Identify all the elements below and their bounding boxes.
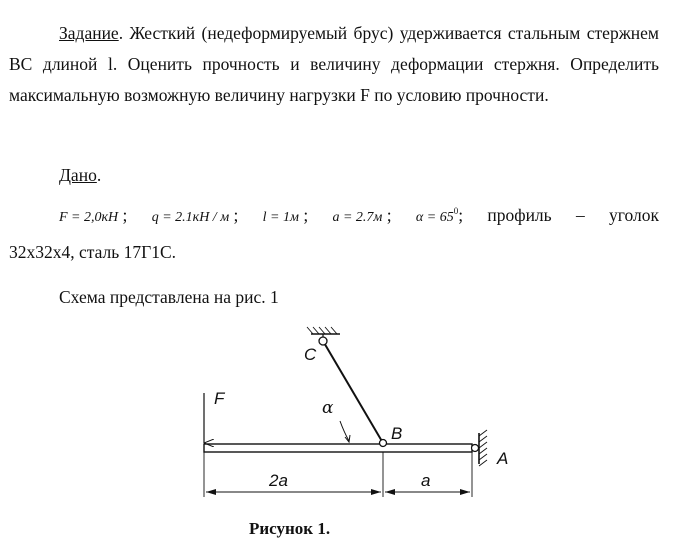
given-dot: . [96, 165, 102, 185]
profile-rest: 32x32x4, сталь 17Г1С. [9, 242, 177, 262]
sep-2: ; [233, 205, 239, 225]
profile-dash: – [575, 205, 585, 225]
figure-caption: Рисунок 1. [249, 519, 331, 538]
formula-alpha-text: α = 65 [415, 210, 454, 225]
label-dim-a: a [421, 471, 431, 490]
formula-alpha-sup: 0 [453, 206, 459, 217]
rigid-beam [204, 444, 472, 452]
label-b: B [391, 424, 403, 443]
profile-type: уголок [608, 205, 659, 225]
task-text: . Жесткий (недеформируемый брус) удерживается стальным стержнем BC длиной l. Оценить прочность и величину деформации стержня. Определить максимальную возможную величину нагрузки F по условию прочности. [9, 23, 659, 105]
hinge-c [319, 337, 327, 345]
label-alpha: α [322, 398, 334, 418]
task-label: Задание [59, 23, 119, 43]
sep-4: ; [386, 205, 392, 225]
sep-1: ; [122, 205, 128, 225]
label-dim-2a: 2a [269, 471, 288, 490]
hinge-b [380, 440, 387, 447]
wall-support-a [472, 430, 488, 466]
label-a: A [497, 449, 509, 468]
formula-l-text: l = 1м [262, 210, 299, 225]
sep-5: ; [458, 205, 464, 225]
label-c: C [304, 345, 317, 364]
ceiling-support-c [307, 327, 340, 337]
label-f: F [214, 389, 225, 408]
rod-bc [323, 341, 383, 443]
formula-a-text: a = 2.7м [332, 210, 383, 225]
formula-q-text: q = 2.1кН / м [151, 210, 230, 225]
dimension-lines [204, 452, 472, 497]
hinge-a [472, 445, 479, 452]
scheme-text: Схема представлена на рис. 1 [59, 287, 279, 307]
sep-3: ; [303, 205, 309, 225]
given-label: Дано [59, 165, 97, 185]
alpha-arc [340, 421, 349, 441]
formula-f-text: F = 2,0кН [59, 210, 119, 225]
profile-word: профиль [487, 205, 552, 225]
